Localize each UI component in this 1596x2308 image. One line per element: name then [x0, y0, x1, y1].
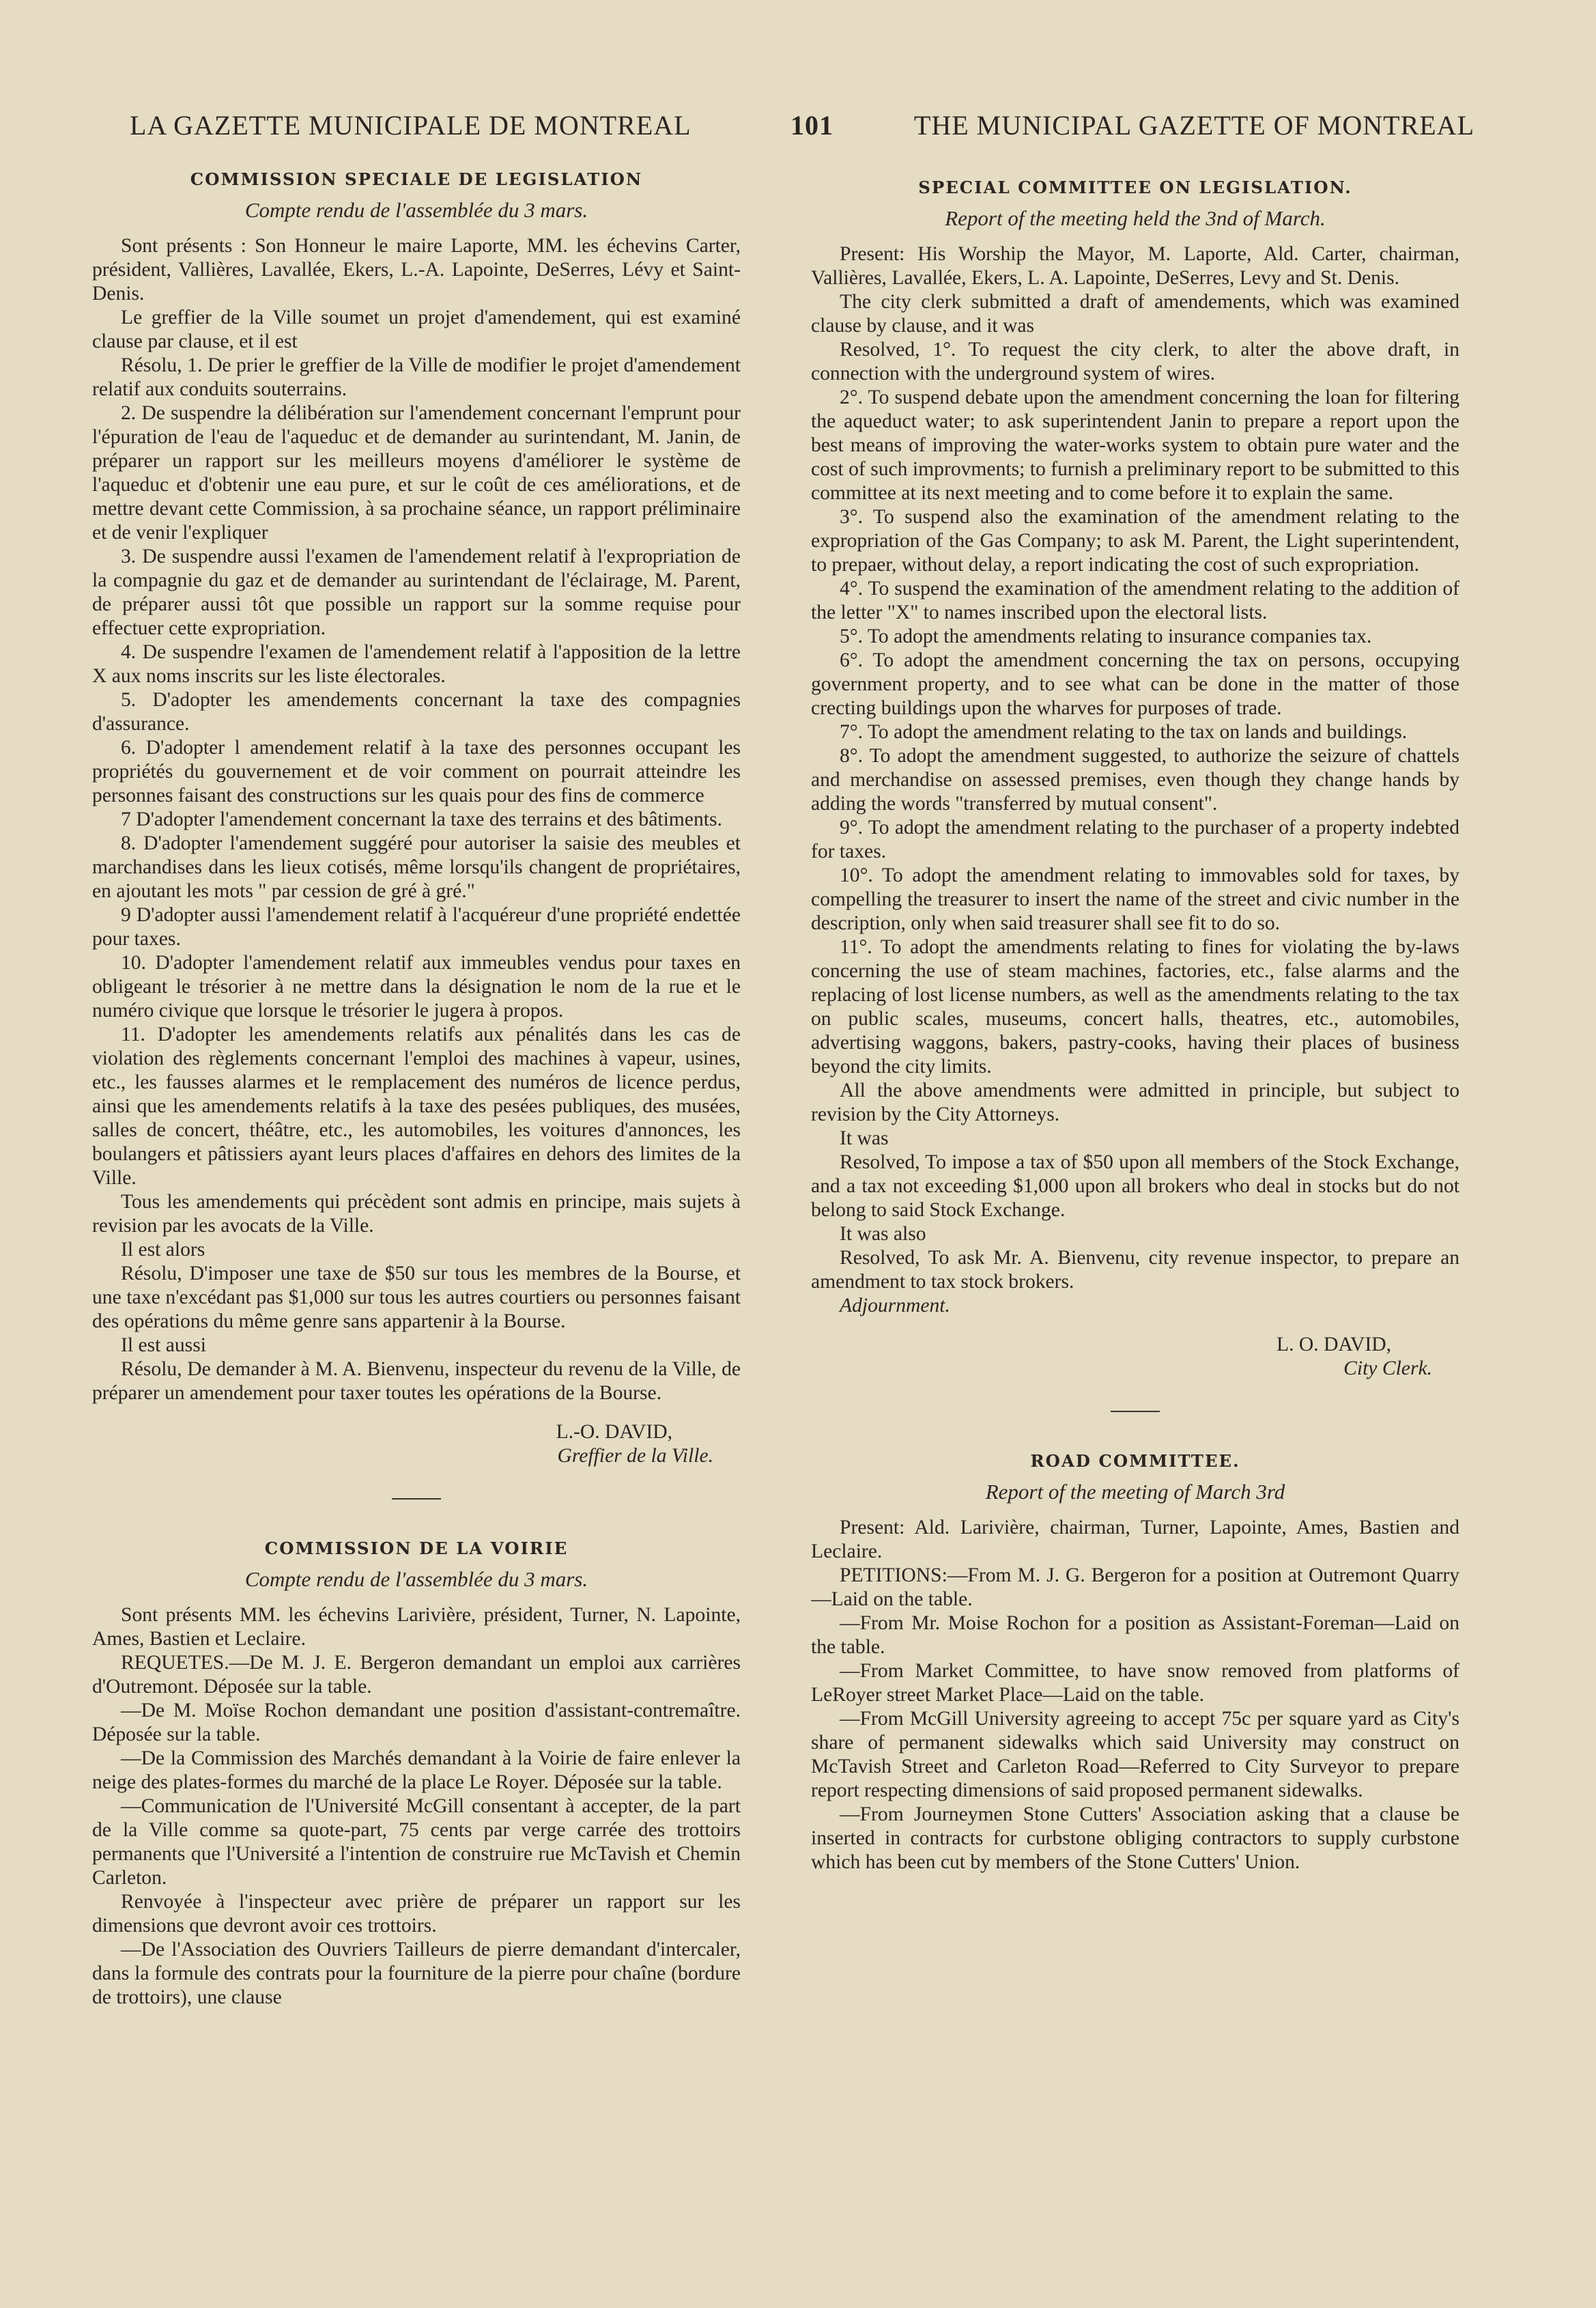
header-english-title: THE MUNICIPAL GAZETTE OF MONTREAL — [913, 110, 1474, 141]
paragraph: 4°. To suspend the examination of the amendment relating to the addition of the letter "X" to names inscribed upon the electoral lists. — [811, 578, 1459, 623]
section-subtitle: Compte rendu de l'assemblée du 3 mars. — [244, 198, 588, 222]
page-header — [130, 109, 1474, 150]
paragraph: 2. De suspendre la délibération sur l'amendement concernant l'emprunt pour l'épuration de l'eau de l'aqueduc et de demander au surintendant, M. Janin, de préparer un rapport sur les meilleurs moyens d'améliorer le système de l'aqueduc et d'obtenir une eau pure, et sur le coût de ces améliorations, et de mettre devant cette Commission, à sa prochaine séance, un rapport préliminaire et de venir l'expliquer — [92, 402, 741, 544]
paragraph: Il est alors — [121, 1239, 205, 1261]
paragraph: Resolved, To impose a tax of $50 upon all members of the Stock Exchange, and a tax not exceeding $1,000 upon all brokers who deal in stocks but do not belong to said Stock Exchange. — [811, 1151, 1459, 1221]
paragraph: All the above amendments were admitted in principle, but subject to revision by the City Attorneys. — [811, 1080, 1459, 1125]
paragraph: 7°. To adopt the amendment relating to the tax on lands and buildings. — [840, 721, 1408, 743]
paragraph: It was also — [840, 1223, 926, 1245]
signature-block — [92, 1420, 741, 1468]
section-subtitle: Report of the meeting of March 3rd — [985, 1480, 1285, 1504]
paragraph: —From Journeymen Stone Cutters' Association asking that a clause be inserted in contracts for curbstone obliging contractors to supply curbstone which has been cut by members of the Stone Cutters' Union. — [811, 1803, 1459, 1873]
signature-block — [811, 1333, 1459, 1381]
paragraph: Resolved, To ask Mr. A. Bienvenu, city revenue inspector, to prepare an amendment to tax stock brokers. — [811, 1247, 1459, 1293]
paragraph: Tous les amendements qui précèdent sont admis en principe, mais sujets à revision par les avocats de la Ville. — [92, 1191, 741, 1237]
section-title: COMMISSION SPECIALE DE LEGISLATION — [190, 169, 643, 189]
paragraph: 7 D'adopter l'amendement concernant la taxe des terrains et des bâtiments. — [121, 808, 722, 830]
paragraph: 9°. To adopt the amendment relating to the purchaser of a property indebted for taxes. — [811, 817, 1459, 862]
paragraph: —De M. Moïse Rochon demandant une position d'assistant-contremaître. Déposée sur la table. — [92, 1700, 741, 1745]
paragraph: —From Mr. Moise Rochon for a position as Assistant-Foreman—Laid on the table. — [811, 1612, 1459, 1658]
paragraph: —From McGill University agreeing to accept 75c per square yard as City's share of permanent sidewalks which said University may construct on McTavish Street and Carleton Road—Referred to City Surveyor to prepare report respecting dimensions of said proposed permanent sidewalks. — [811, 1708, 1459, 1801]
section-body — [92, 234, 741, 1405]
paragraph: Renvoyée à l'inspecteur avec prière de préparer un rapport sur les dimensions que devront avoir ces trottoirs. — [92, 1891, 741, 1937]
paragraph: REQUETES.—De M. J. E. Bergeron demandant un emploi aux carrières d'Outremont. Déposée sur la table. — [92, 1652, 741, 1698]
signature-name: L. O. DAVID, — [1277, 1334, 1391, 1355]
paragraph: Present: Ald. Larivière, chairman, Turner, Lapointe, Ames, Bastien and Leclaire. — [811, 1517, 1459, 1562]
paragraph: 10°. To adopt the amendment relating to immovables sold for taxes, by compelling the treasurer to insert the name of the street and civic number in the description, only when said treasurer shall see fit to do so. — [811, 864, 1459, 934]
paragraph: 9 D'adopter aussi l'amendement relatif à l'acquéreur d'une propriété endettée pour taxes. — [92, 904, 741, 950]
header-french-title: LA GAZETTE MUNICIPALE DE MONTREAL — [130, 110, 692, 141]
section-body — [92, 1603, 741, 2010]
paragraph: 5. D'adopter les amendements concernant la taxe des compagnies d'assurance. — [92, 689, 741, 735]
paragraph: —De la Commission des Marchés demandant à la Voirie de faire enlever la neige des plates-formes du marché de la place Le Royer. Déposée sur la table. — [92, 1747, 741, 1793]
paragraph: The city clerk submitted a draft of amendements, which was examined clause by clause, and it was — [811, 291, 1459, 337]
section-body — [811, 1516, 1459, 1874]
paragraph: Adjournment. — [840, 1295, 950, 1317]
section-title: ROAD COMMITTEE. — [1030, 1451, 1240, 1471]
section-divider — [392, 1498, 441, 1500]
section-subtitle: Report of the meeting held the 3nd of March. — [945, 206, 1326, 230]
english-column — [811, 160, 1459, 2277]
paragraph: 8°. To adopt the amendment suggested, to authorize the seizure of chattels and merchandise on assessed premises, even though they change hands by adding the words "transferred by mutual consent". — [811, 745, 1459, 815]
paragraph: Résolu, D'imposer une taxe de $50 sur tous les membres de la Bourse, et une taxe n'excédant pas $1,000 sur tous les autres courtiers ou personnes faisant des opérations du même genre sans appartenir à la Bourse. — [92, 1263, 741, 1332]
paragraph: Résolu, 1. De prier le greffier de la Ville de modifier le projet d'amendement relatif aux conduits souterrains. — [92, 354, 741, 400]
paragraph: 6. D'adopter l amendement relatif à la taxe des personnes occupant les propriétés du gouvernement et de voir comment on pourrait atteindre les personnes faisant des constructions sur les quais pour des fins de commerce — [92, 737, 741, 806]
signature-role: City Clerk. — [1343, 1357, 1432, 1379]
paragraph: 6°. To adopt the amendment concerning the tax on persons, occupying government property, and to see what can be done in the matter of those crecting buildings upon the wharves for purposes of trade. — [811, 649, 1459, 719]
section-body — [811, 242, 1459, 1318]
section-divider — [1111, 1411, 1160, 1412]
paragraph: It was — [840, 1127, 889, 1149]
paragraph: 3. De suspendre aussi l'examen de l'amendement relatif à l'expropriation de la compagnie du gaz et de demander au surintendant de l'éclairage, M. Parent, de préparer aussi tôt que possible un rapport sur la somme requise pour effectuer cette expropriation. — [92, 546, 741, 639]
page-number: 101 — [790, 110, 833, 141]
paragraph: 3°. To suspend also the examination of the amendment relating to the expropriation of the Gas Company; to ask M. Parent, the Light superintendent, to prepaer, without delay, a report indicating the cost of such expropriation. — [811, 506, 1459, 576]
paragraph: Resolved, 1°. To request the city clerk, to alter the above draft, in connection with the underground system of wires. — [811, 339, 1459, 384]
paragraph: 8. D'adopter l'amendement suggéré pour autoriser la saisie des meubles et marchandises dans les lieux cotisés, même lorsqu'ils changent de propriétaires, en ajoutant les mots " par cession de gré à gré." — [92, 832, 741, 902]
section-title: COMMISSION DE LA VOIRIE — [264, 1538, 569, 1558]
signature-name: L.-O. DAVID, — [556, 1421, 672, 1443]
paragraph: Il est aussi — [121, 1334, 206, 1356]
paragraph: Sont présents : Son Honneur le maire Laporte, MM. les échevins Carter, président, Vallières, Lavallée, Ekers, L.-A. Lapointe, DeSerres, Lévy et Saint-Denis. — [92, 235, 741, 305]
paragraph: 2°. To suspend debate upon the amendment concerning the loan for filtering the aqueduct water; to ask superintendent Janin to prepare a report upon the best means of improving the water-works system to obtain pure water and the cost of such improvments; to furnish a preliminary report to be submitted to this committee at its next meeting and to come before it to explain the same. — [811, 386, 1459, 504]
paragraph: Le greffier de la Ville soumet un projet d'amendement, qui est examiné clause par clause, et il est — [92, 307, 741, 352]
signature-role: Greffier de la Ville. — [557, 1445, 713, 1467]
section-title: SPECIAL COMMITTEE ON LEGISLATION. — [918, 178, 1352, 197]
paragraph: 11°. To adopt the amendments relating to fines for violating the by-laws concerning the use of steam machines, factories, etc., false alarms and the replacing of lost license numbers, as well as the amendments relating to the tax on public scales, museums, concert halls, theatres, etc., automobiles, advertising waggons, bakers, pastry-cooks, having their places of business beyond the city limits. — [811, 936, 1459, 1078]
paragraph: 4. De suspendre l'examen de l'amendement relatif à l'apposition de la lettre X aux noms inscrits sur les liste électorales. — [92, 641, 741, 687]
paragraph: 10. D'adopter l'amendement relatif aux immeubles vendus pour taxes en obligeant le trésorier à ne mettre dans la désignation le nom de la rue et le numéro civique que lorsque le trésorier le jugera à propos. — [92, 952, 741, 1022]
paragraph: PETITIONS:—From M. J. G. Bergeron for a position at Outremont Quarry—Laid on the table. — [811, 1564, 1459, 1610]
paragraph: —From Market Committee, to have snow removed from platforms of LeRoyer street Market Place—Laid on the table. — [811, 1660, 1459, 1706]
paragraph: —De l'Association des Ouvriers Tailleurs de pierre demandant d'intercaler, dans la formule des contrats pour la fourniture de la pierre pour chaîne (bordure de trottoirs), une clause — [92, 1939, 741, 2008]
paragraph: Sont présents MM. les échevins Larivière, président, Turner, N. Lapointe, Ames, Bastien et Leclaire. — [92, 1604, 741, 1650]
paragraph: Present: His Worship the Mayor, M. Laporte, Ald. Carter, chairman, Vallières, Lavallée, Ekers, L. A. Lapointe, DeSerres, Levy and St. Denis. — [811, 243, 1459, 289]
paragraph: —Communication de l'Université McGill consentant à accepter, de la part de la Ville comme sa quote-part, 75 cents par verge carrée des trottoirs permanents que l'Université a l'intention de construire rue McTavish et Chemin Carleton. — [92, 1795, 741, 1889]
paragraph: 5°. To adopt the amendments relating to insurance companies tax. — [840, 625, 1372, 647]
french-column — [92, 160, 741, 2277]
paragraph: Résolu, De demander à M. A. Bienvenu, inspecteur du revenu de la Ville, de préparer un amendement pour taxer toutes les opérations de la Bourse. — [92, 1358, 741, 1404]
section-subtitle: Compte rendu de l'assemblée du 3 mars. — [244, 1567, 588, 1591]
paragraph: 11. D'adopter les amendements relatifs aux pénalités dans les cas de violation des règlements concernant l'emploi des machines à vapeur, usines, etc., les fausses alarmes et le remplacement des numéros de licence perdus, ainsi que les amendements relatifs à la taxe des pesées publiques, des musées, salles de concert, théâtre, etc., les automobiles, les voitures d'annonces, les boulangers et pâtissiers ayant leurs places d'affaires en dehors des limites de la Ville. — [92, 1024, 741, 1189]
